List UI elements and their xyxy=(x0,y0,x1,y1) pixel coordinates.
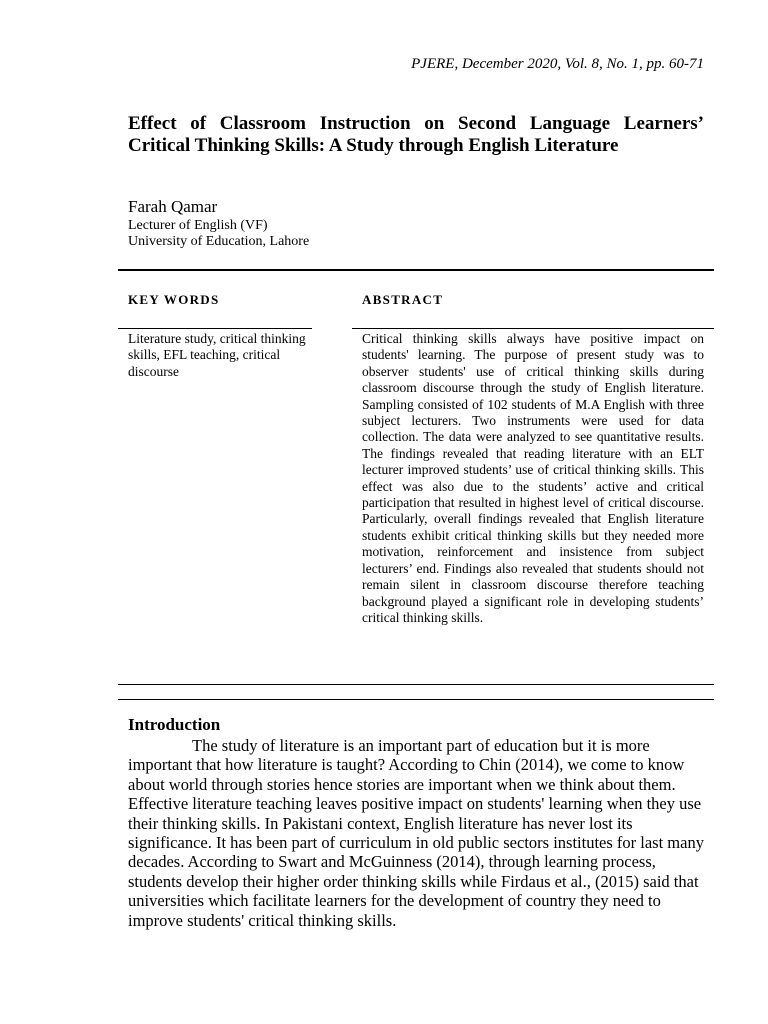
abstract-text: Critical thinking skills always have positive impact on students' learning. The purpose of present study was to observer students' use of critical thinking skills during classroom discourse through the study of English literature. Sampling consisted of 102 students of M.A English with three subject lecturers. Two instruments were used for data collection. The data were analyzed to see quantitative results. The findings revealed that reading literature with an ELT lecturer improved students’ use of critical thinking skills. This effect was also due to the students’ active and critical participation that resulted in highest level of critical discourse. Particularly, overall findings revealed that English literature students exhibit critical thinking skills but they needed more motivation, reinforcement and insistence from subject lecturers’ end. Findings also revealed that students should not remain silent in classroom discourse therefore teaching background played a significant role in developing students’ critical thinking skills. xyxy=(362,331,704,625)
keywords-heading: KEY WORDS xyxy=(128,292,220,307)
bottom-divider xyxy=(118,684,714,685)
abstract-divider xyxy=(352,328,714,329)
introduction-paragraph: The study of literature is an important part of education but it is more important that how literature is taught? According to Chin (2014), we come to know about world through stories hence stories are important when we think about them. Effective literature teaching leaves positive impact on students' learning when they use their thinking skills. In Pakistani context, English literature has never lost its significance. It has been part of curriculum in old public sectors institutes for last many decades. According to Swart and McGuinness (2014), through learning process, students develop their higher order thinking skills while Firdaus et al., (2015) said that universities which facilitate learners for the development of country they need to improve students' critical thinking skills. xyxy=(128,736,704,930)
top-divider xyxy=(118,269,714,271)
abstract-heading: ABSTRACT xyxy=(362,292,444,307)
introduction-heading: Introduction xyxy=(128,715,221,734)
keywords-text: Literature study, critical thinking skills, EFL teaching, critical discourse xyxy=(128,331,306,379)
keywords-divider xyxy=(118,328,312,329)
article-title: Effect of Classroom Instruction on Second Language Learners’ Critical Thinking Skills: A Study through English Literature xyxy=(128,113,704,156)
bottom-divider-second xyxy=(118,699,714,700)
author-institution: University of Education, Lahore xyxy=(128,234,310,249)
author-name: Farah Qamar xyxy=(128,197,218,216)
author-role: Lecturer of English (VF) xyxy=(128,218,268,233)
journal-citation: PJERE, December 2020, Vol. 8, No. 1, pp. 60-71 xyxy=(411,56,704,72)
